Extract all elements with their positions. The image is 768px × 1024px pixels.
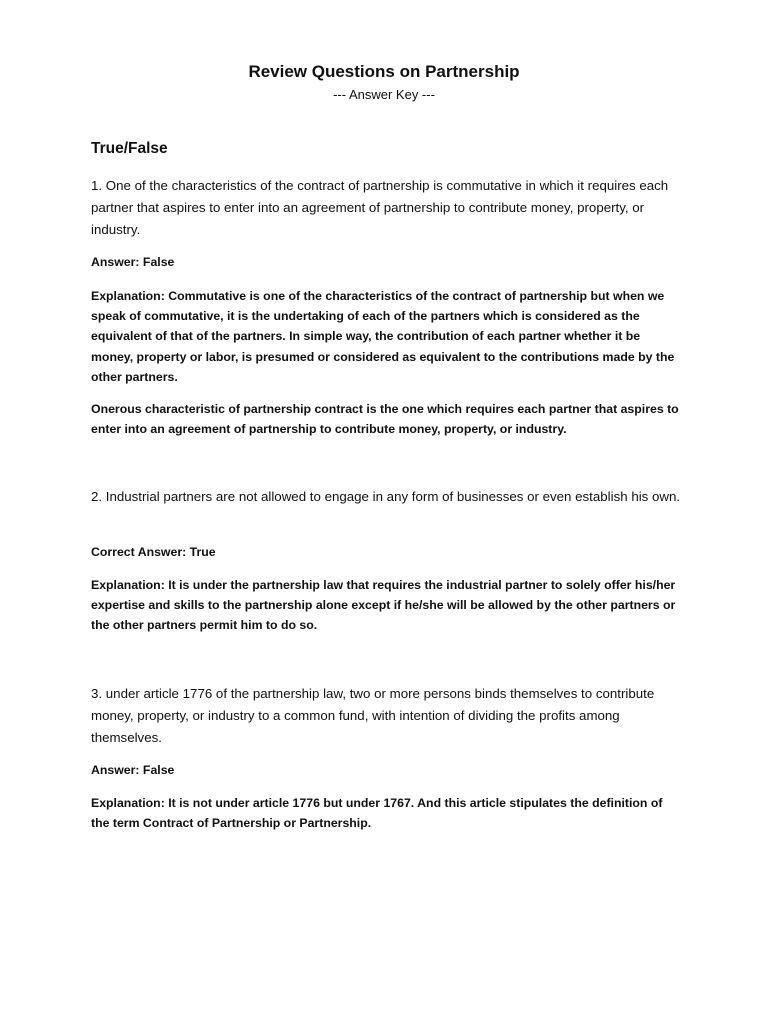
question-2-text: 2. Industrial partners are not allowed to engage in any form of businesses or even establish his own. (91, 489, 681, 504)
question-1-explanation: Explanation: Commutative is one of the characteristics of the contract of partnership but when we speak of commutative, it is the undertaking of each of the partners which is considered as the equivalent of that of the partners. In simple way, the contribution of each partner whether it be money, property or labor, is presumed or considered as equivalent to the contributions made by the other partners. (91, 289, 675, 384)
question-1-answer: Answer: False (91, 255, 175, 269)
section-heading: True/False (91, 140, 168, 157)
document-subtitle: --- Answer Key --- (333, 87, 435, 102)
question-3-text: 3. under article 1776 of the partnership law, two or more persons binds themselves to contribute money, property, or industry to a common fund, with intention of dividing the profits among themselves. (91, 686, 655, 745)
question-2-explanation: Explanation: It is under the partnership law that requires the industrial partner to solely offer his/her expertise and skills to the partnership alone except if he/she will be allowed by the other partners or the other partners permit him to do so. (91, 578, 676, 633)
question-1-text: 1. One of the characteristics of the contract of partnership is commutative in which it requires each partner that aspires to enter into an agreement of partnership to contribute money, property, or industry. (91, 178, 669, 237)
question-2-answer: Correct Answer: True (91, 545, 216, 559)
question-3-answer: Answer: False (91, 763, 175, 777)
question-3-explanation: Explanation: It is not under article 1776 but under 1767. And this article stipulates the definition of the term Contract of Partnership or Partnership. (91, 796, 663, 831)
question-1-note: Onerous characteristic of partnership contract is the one which requires each partner that aspires to enter into an agreement of partnership to contribute money, property, or industry. (91, 402, 679, 437)
document-title: Review Questions on Partnership (248, 62, 520, 81)
